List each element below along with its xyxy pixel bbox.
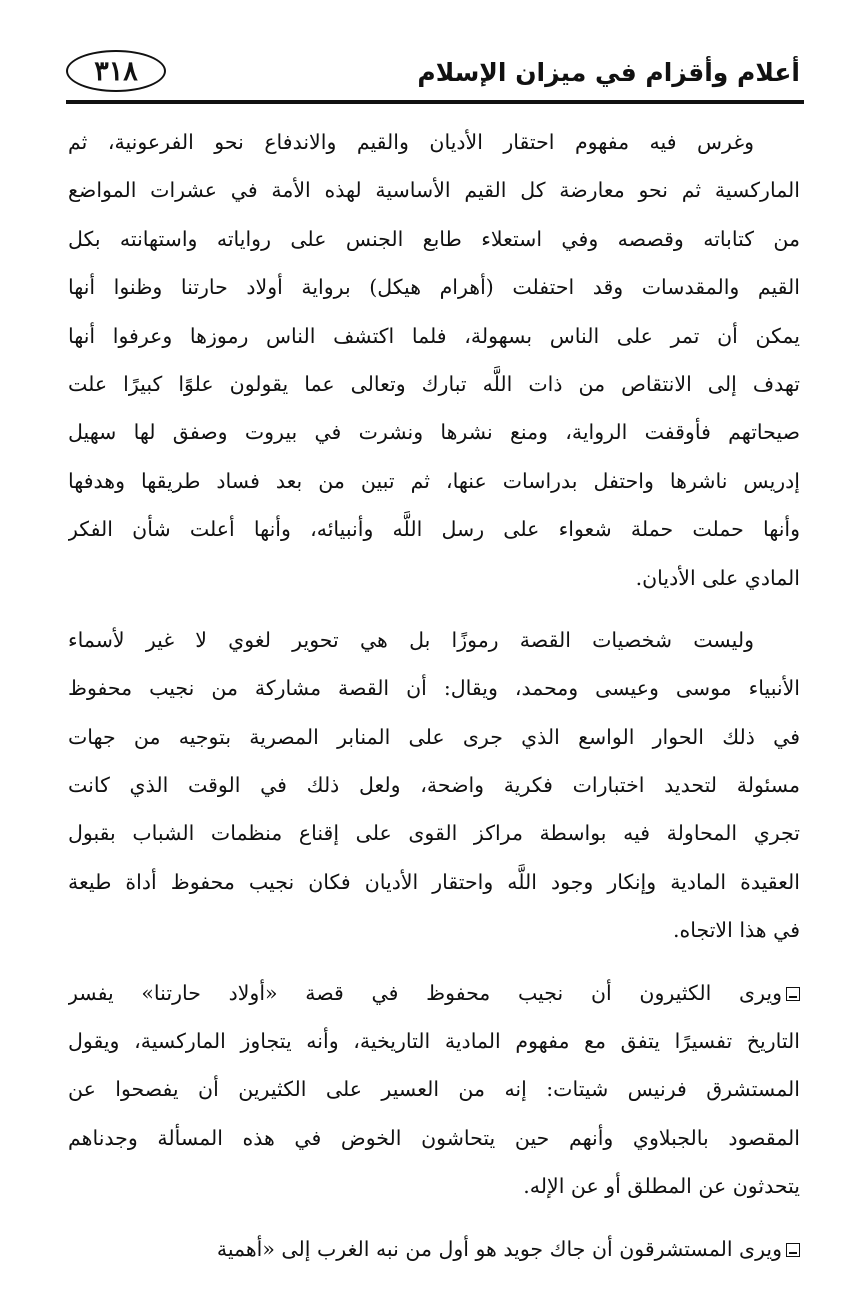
text-line-content: وغرس فيه مفهوم احتقار الأديان والقيم والاندفاع نحو الفرعونية، ثم (68, 130, 754, 154)
text-line-content: ويرى الكثيرون أن نجيب محفوظ في قصة «أولاد حارتنا» يفسر (68, 980, 782, 1005)
paragraph (68, 969, 800, 1211)
text-line-content: العقيدة المادية وإنكار وجود اللَّه واحتقار الأديان فكان نجيب محفوظ أداة طيعة (68, 869, 800, 894)
text-line (68, 1162, 800, 1210)
text-line-content: القيم والمقدسات وقد احتفلت (أهرام هيكل) برواية أولاد حارتنا وظنوا أنها (68, 275, 800, 300)
paragraph (68, 1225, 800, 1273)
text-line-content: المقصود بالجبلاوي وأنهم حين يتحاشون الخوض في هذه المسألة وجدناهم (68, 1125, 800, 1150)
text-line (68, 761, 800, 809)
text-line (68, 166, 800, 214)
paragraph-gap (68, 955, 800, 969)
text-line-content: إدريس ناشرها واحتفل بدراسات عنها، ثم تبين من بعد فساد طريقها وهدفها (68, 468, 800, 493)
book-title: أعلام وأقزام في ميزان الإسلام (417, 58, 800, 87)
paragraph (68, 118, 800, 602)
text-line (68, 505, 800, 553)
text-line-content: في ذلك الحوار الواسع الذي جرى على المنابر المصرية بتوجيه من جهات (68, 724, 800, 749)
text-line (68, 906, 800, 954)
text-line-content: صيحاتهم فأوقفت الرواية، ومنع نشرها ونشرت في بيروت وصفق لها سهيل (68, 420, 800, 445)
text-line-content: يمكن أن تمر على الناس بسهولة، فلما اكتشف الناس رموزها وعرفوا أنها (68, 323, 800, 348)
text-line (68, 1114, 800, 1162)
text-line-content: ويرى المستشرقون أن جاك جويد هو أول من نبه الغرب إلى «أهمية (216, 1236, 782, 1261)
bullet-marker-icon (786, 987, 800, 1001)
text-line-content: وليست شخصيات القصة رموزًا بل هي تحوير لغوي لا غير لأسماء (68, 627, 754, 652)
text-line (68, 408, 800, 456)
text-line (68, 664, 800, 712)
text-line (68, 616, 800, 664)
text-line (68, 809, 800, 857)
page-number: ٣١٨ (66, 50, 166, 92)
text-line-content: وأنها حملت حملة شعواء على رسل اللَّه وأنبيائه، وأنها أعلت شأن الفكر (68, 517, 800, 542)
text-line-content: التاريخ تفسيرًا يتفق مع مفهوم المادية التاريخية، وأنه يتجاوز الماركسية، ويقول (68, 1029, 800, 1054)
text-line-content: المادي على الأديان. (635, 565, 800, 590)
text-line (68, 263, 800, 311)
text-line (68, 713, 800, 761)
text-line (68, 969, 800, 1017)
text-line (68, 457, 800, 505)
text-line-content: مسئولة لتحديد اختبارات فكرية واضحة، ولعل ذلك في الوقت الذي كانت (68, 773, 800, 798)
text-line (68, 360, 800, 408)
body-text (68, 118, 800, 1273)
header-rule (66, 100, 804, 104)
bullet-marker-icon (786, 1243, 800, 1257)
text-line-content: يتحدثون عن المطلق أو عن الإله. (523, 1174, 800, 1199)
paragraph (68, 616, 800, 955)
running-header (66, 48, 804, 108)
text-line-content: من كتاباته وقصصه وفي استعلاء طابع الجنس على رواياته واستهانته بكل (68, 226, 800, 251)
paragraph-gap (68, 602, 800, 616)
text-line-content: الماركسية ثم نحو معارضة كل القيم الأساسية لهذه الأمة في عشرات المواضع (68, 178, 800, 203)
text-line (68, 215, 800, 263)
text-line (68, 1065, 800, 1113)
text-line (68, 858, 800, 906)
text-line-content: في هذا الاتجاه. (672, 918, 800, 943)
text-line (68, 1017, 800, 1065)
text-line (68, 554, 800, 602)
paragraph-gap (68, 1211, 800, 1225)
text-line (68, 1225, 800, 1273)
text-line-content: تهدف إلى الانتقاص من ذات اللَّه تبارك وتعالى عما يقولون علوًا كبيرًا علت (68, 371, 800, 396)
text-line-content: تجري المحاولة فيه بواسطة مراكز القوى على إقناع منظمات الشباب بقبول (68, 821, 800, 846)
text-line-content: الأنبياء موسى وعيسى ومحمد، ويقال: أن القصة مشاركة من نجيب محفوظ (68, 676, 800, 701)
text-line (68, 312, 800, 360)
text-line-content: المستشرق فرنيس شيتات: إنه من العسير على الكثيرين أن يفصحوا عن (68, 1077, 800, 1102)
text-line (68, 118, 800, 166)
